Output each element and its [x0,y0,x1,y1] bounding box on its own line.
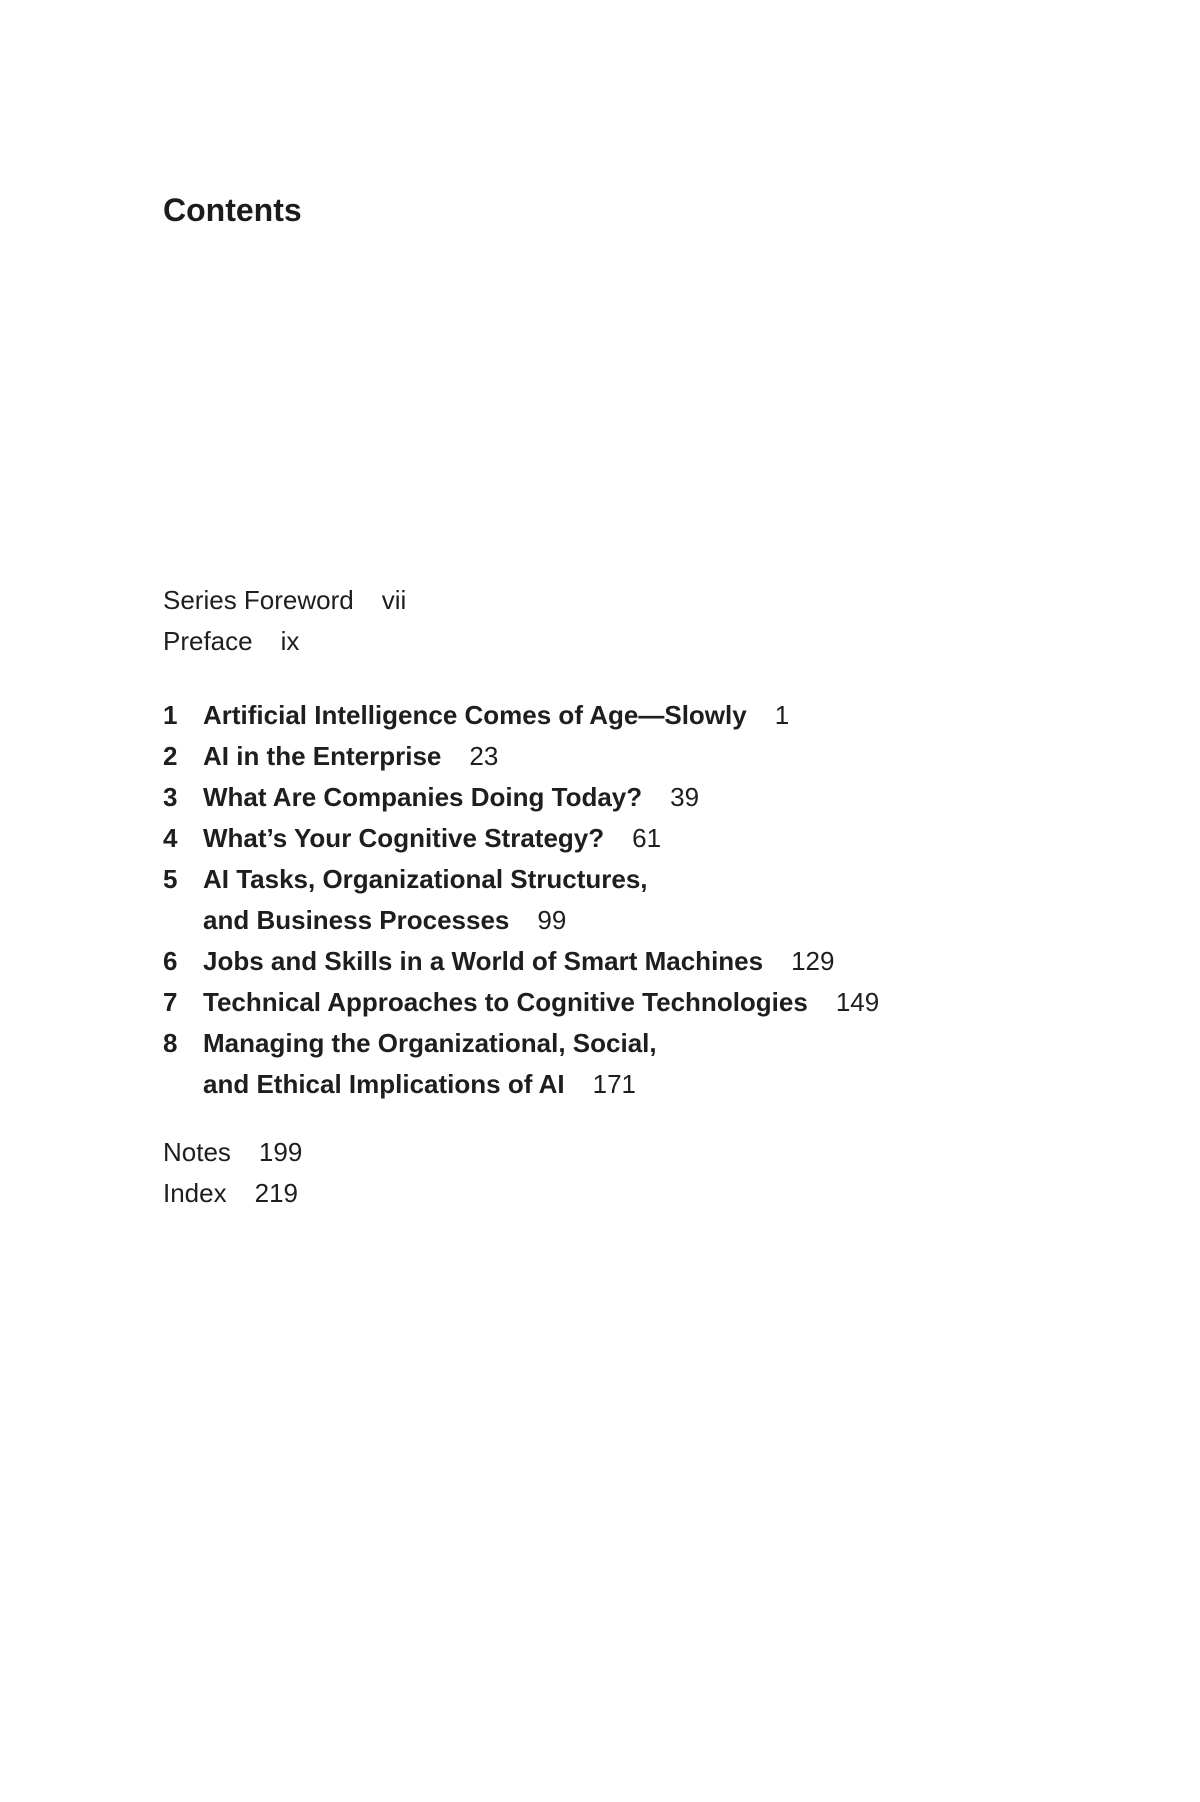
toc-entry-chapter-2[interactable] [163,736,879,777]
chapter-title: AI Tasks, Organizational Structures, [203,864,648,894]
chapter-list [163,695,879,1105]
entry-page-number: vii [381,585,407,615]
chapter-number: 8 [163,1028,178,1058]
toc-entry-index[interactable] [163,1173,302,1214]
entry-page-number: 23 [469,741,499,771]
entry-page-number: 99 [537,905,567,935]
toc-entry-notes[interactable] [163,1132,302,1173]
chapter-title-continued: and Ethical Implications of AI [203,1069,565,1099]
chapter-title: AI in the Enterprise [203,741,442,771]
toc-entry-chapter-4[interactable] [163,818,879,859]
entry-page-number: 1 [774,700,790,730]
front-matter-list [163,580,406,662]
entry-label: Index [163,1178,227,1208]
entry-page-number: 149 [835,987,880,1017]
chapter-title: Technical Approaches to Cognitive Technologies [203,987,808,1017]
entry-label: Preface [163,626,253,656]
chapter-title: What’s Your Cognitive Strategy? [203,823,605,853]
chapter-number: 7 [163,987,178,1017]
toc-entry-chapter-3[interactable] [163,777,879,818]
back-matter-list [163,1132,302,1214]
chapter-number: 2 [163,741,178,771]
entry-page-number: 199 [258,1137,303,1167]
chapter-number: 6 [163,946,178,976]
toc-entry-chapter-5[interactable] [163,859,879,941]
chapter-number: 1 [163,700,178,730]
entry-label: Series Foreword [163,585,354,615]
entry-page-number: 129 [791,946,835,976]
page-title: Contents [163,192,302,228]
toc-entry-chapter-1[interactable] [163,695,879,736]
chapter-title: Jobs and Skills in a World of Smart Machines [203,946,764,976]
entry-page-number: 61 [632,823,662,853]
entry-label: Notes [163,1137,231,1167]
entry-page-number: 39 [670,782,700,812]
toc-entry-chapter-6[interactable] [163,941,879,982]
chapter-title: Managing the Organizational, Social, [203,1028,657,1058]
entry-page-number: ix [280,626,300,656]
chapter-title: Artificial Intelligence Comes of Age—Slowly [203,700,747,730]
entry-page-number: 171 [592,1069,637,1099]
toc-entry-series-foreword[interactable] [163,580,406,621]
chapter-title-continued: and Business Processes [203,905,510,935]
entry-page-number: 219 [254,1178,298,1208]
toc-entry-chapter-7[interactable] [163,982,879,1023]
chapter-title: What Are Companies Doing Today? [203,782,643,812]
chapter-number: 5 [163,864,178,894]
toc-entry-chapter-8[interactable] [163,1023,879,1105]
chapter-number: 4 [163,823,178,853]
chapter-number: 3 [163,782,178,812]
toc-entry-preface[interactable] [163,621,406,662]
